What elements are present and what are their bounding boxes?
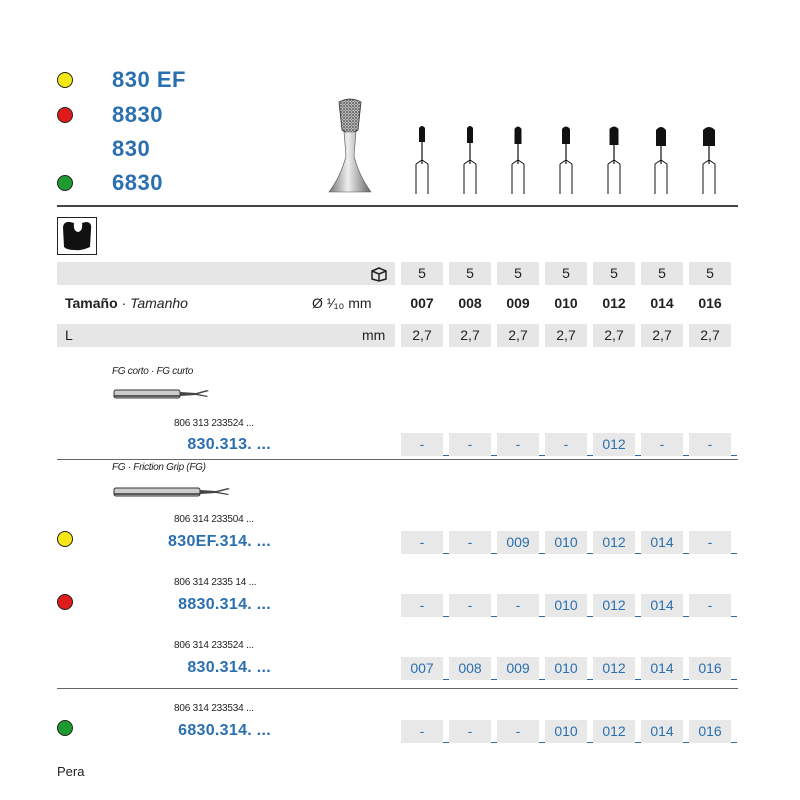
availability-cell: - <box>689 433 731 456</box>
availability-cell: 012 <box>593 433 635 456</box>
availability-cell: 010 <box>545 594 587 617</box>
variant-dot-yellow <box>57 72 73 88</box>
bur-silhouette-016-icon <box>703 127 715 194</box>
length-cell: 2,7 <box>401 324 443 347</box>
variant-code: 6830 <box>112 170 163 195</box>
product-code <box>168 533 271 551</box>
availability-cell: 007 <box>401 657 443 680</box>
order-number: 806 314 233534 ... <box>174 703 254 714</box>
availability-cell: - <box>401 531 443 554</box>
pack-cell: 5 <box>449 262 491 285</box>
size-cell: 009 <box>506 295 530 311</box>
variant-dot-green <box>57 175 73 191</box>
product-code-suffix: .313. ... <box>214 436 271 453</box>
product-divider <box>57 688 738 689</box>
variant-code: 830 <box>112 136 151 161</box>
product-code-main: 830 <box>187 659 215 676</box>
availability-cell: - <box>449 594 491 617</box>
bur-silhouette-009-icon <box>512 127 524 195</box>
bur-closeup-image <box>325 96 375 196</box>
availability-cell: - <box>449 531 491 554</box>
product-code-main: 830 <box>187 436 215 453</box>
availability-cell: - <box>545 433 587 456</box>
availability-cell: - <box>401 720 443 743</box>
bur-silhouette-012-icon <box>608 127 620 195</box>
bur-silhouette-014-icon <box>655 127 667 194</box>
availability-cell: 009 <box>497 531 539 554</box>
availability-cell: - <box>497 720 539 743</box>
shank-group-label: FG · Friction Grip (FG) <box>112 462 206 473</box>
size-cell: 007 <box>410 295 434 311</box>
size-label-alt: Tamanho <box>130 295 188 311</box>
availability-cell: 010 <box>545 720 587 743</box>
shank-group-label: FG corto · FG curto <box>112 366 193 377</box>
product-dot-red <box>57 594 73 610</box>
size-label-sep: · <box>121 295 127 311</box>
variant-code: 830 EF <box>112 67 186 92</box>
product-code-suffix: .314. ... <box>214 722 271 739</box>
size-cell: 012 <box>602 295 626 311</box>
pack-row-label-area <box>57 262 395 285</box>
bur-silhouette-010-icon <box>560 127 572 195</box>
size-cell: 014 <box>650 295 674 311</box>
availability-cell: - <box>449 720 491 743</box>
availability-cell: - <box>449 433 491 456</box>
header-divider <box>57 205 738 207</box>
variant-dot-red <box>57 107 73 123</box>
availability-cell: - <box>497 594 539 617</box>
pack-cell: 5 <box>641 262 683 285</box>
availability-cell: 012 <box>593 657 635 680</box>
availability-cell: - <box>689 594 731 617</box>
bur-size-silhouettes <box>400 124 730 196</box>
product-code <box>187 436 271 454</box>
availability-cell: 009 <box>497 657 539 680</box>
order-number: 806 314 2335 14 ... <box>174 577 257 588</box>
product-code-main: 6830 <box>178 722 215 739</box>
product-code-suffix: .314. ... <box>214 659 271 676</box>
length-unit: mm <box>362 327 386 343</box>
short-fg-shank-icon <box>112 387 212 401</box>
tooth-cavity-icon <box>57 217 97 255</box>
length-cell: 2,7 <box>545 324 587 347</box>
pack-cell: 5 <box>545 262 587 285</box>
order-number: 806 314 233524 ... <box>174 640 254 651</box>
pack-cell: 5 <box>593 262 635 285</box>
availability-cell: 016 <box>689 720 731 743</box>
shape-name: Pera <box>57 764 85 779</box>
availability-cell: - <box>401 594 443 617</box>
availability-cell: 012 <box>593 531 635 554</box>
availability-cell: 008 <box>449 657 491 680</box>
availability-cell: 014 <box>641 594 683 617</box>
length-cell: 2,7 <box>449 324 491 347</box>
length-cell: 2,7 <box>497 324 539 347</box>
shank-group-divider <box>57 459 738 460</box>
product-dot-yellow <box>57 531 73 547</box>
pack-cell: 5 <box>689 262 731 285</box>
availability-cell: 014 <box>641 657 683 680</box>
size-label-main: Tamaño <box>65 295 118 311</box>
length-row-label-area <box>57 324 395 347</box>
availability-cell: - <box>401 433 443 456</box>
product-code-suffix: .314. ... <box>214 533 271 550</box>
length-label: L <box>65 327 73 343</box>
order-number: 806 313 233524 ... <box>174 418 254 429</box>
order-number: 806 314 233504 ... <box>174 514 254 525</box>
product-code-main: 830EF <box>168 533 215 550</box>
availability-cell: 014 <box>641 720 683 743</box>
availability-cell: 012 <box>593 594 635 617</box>
length-cell: 2,7 <box>641 324 683 347</box>
availability-cell: - <box>497 433 539 456</box>
product-code <box>178 722 271 740</box>
product-code-main: 8830 <box>178 596 215 613</box>
product-code-suffix: .314. ... <box>214 596 271 613</box>
size-cell: 016 <box>698 295 722 311</box>
availability-cell: - <box>641 433 683 456</box>
product-code <box>178 596 271 614</box>
availability-cell: 014 <box>641 531 683 554</box>
bur-silhouette-008-icon <box>464 126 476 194</box>
size-label <box>65 295 188 311</box>
availability-cell: - <box>689 531 731 554</box>
fg-shank-icon <box>112 485 234 499</box>
pack-cell: 5 <box>497 262 539 285</box>
product-code <box>187 659 271 677</box>
availability-cell: 016 <box>689 657 731 680</box>
size-cell: 008 <box>458 295 482 311</box>
product-dot-green <box>57 720 73 736</box>
variant-code: 8830 <box>112 102 163 127</box>
size-cell: 010 <box>554 295 578 311</box>
availability-cell: 010 <box>545 531 587 554</box>
availability-cell: 012 <box>593 720 635 743</box>
package-box-icon <box>370 266 388 282</box>
availability-cell: 010 <box>545 657 587 680</box>
size-unit: Ø ¹⁄₁₀ mm <box>312 295 372 311</box>
length-cell: 2,7 <box>593 324 635 347</box>
pack-cell: 5 <box>401 262 443 285</box>
bur-silhouette-007-icon <box>416 126 428 194</box>
length-cell: 2,7 <box>689 324 731 347</box>
